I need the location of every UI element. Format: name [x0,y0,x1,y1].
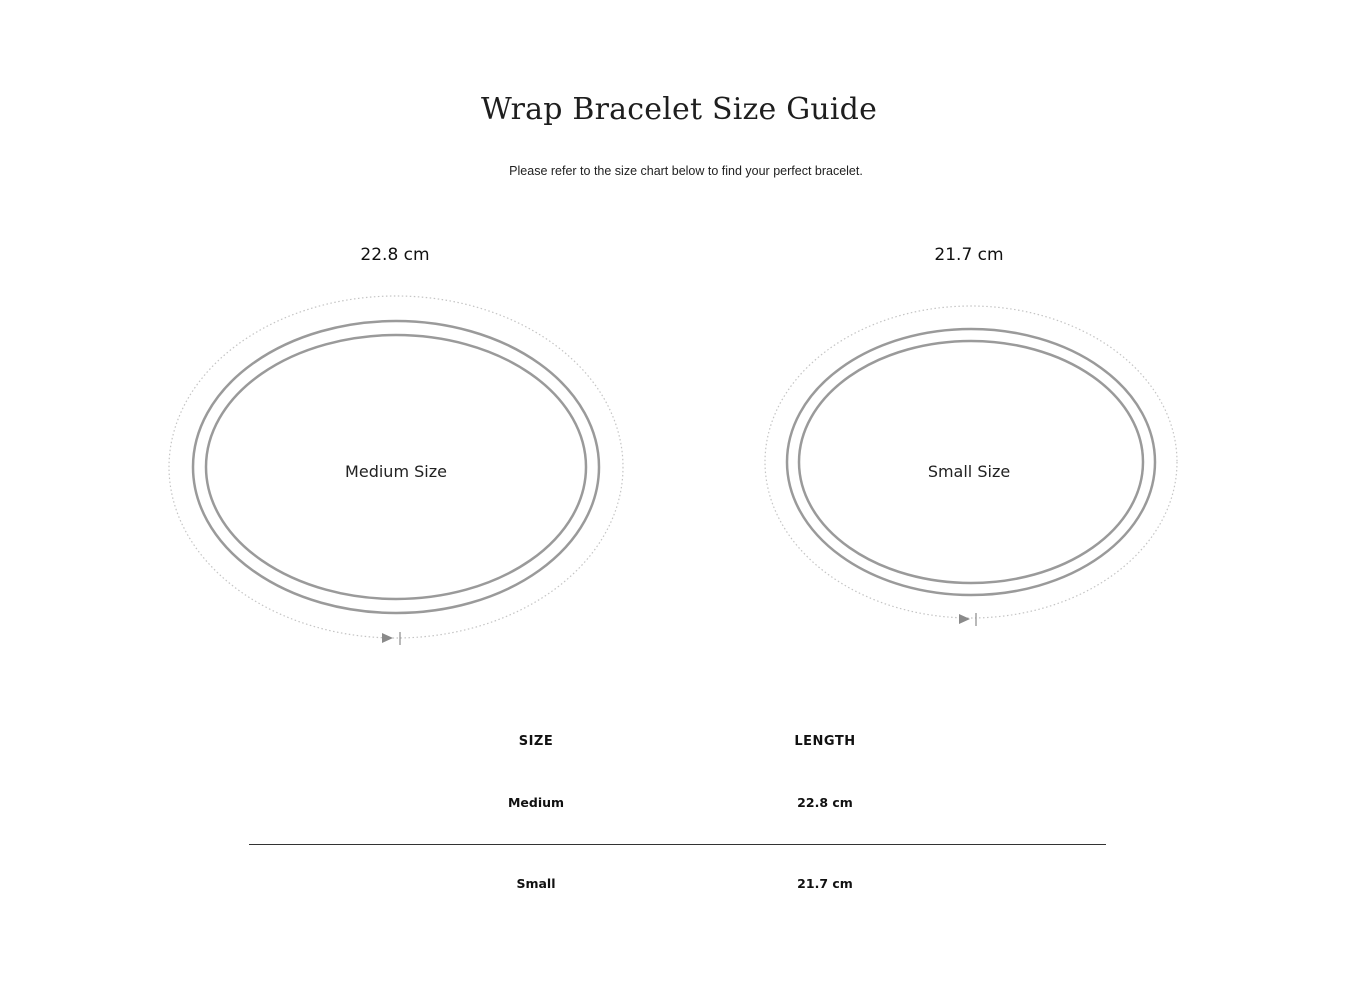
table-row-small-length: 21.7 cm [797,876,853,891]
table-header-length: LENGTH [794,734,856,749]
page-subtitle: Please refer to the size chart below to find your perfect bracelet. [509,164,863,178]
table-row-medium-length: 22.8 cm [797,795,853,810]
small-arrow-marker [959,613,976,626]
medium-bracelet-diagram [169,245,623,645]
table-row-small-size: Small [516,876,556,891]
page-title: Wrap Bracelet Size Guide [480,92,878,127]
table-row-medium-size: Medium [507,795,565,810]
table-header-size: SIZE [518,734,554,749]
small-length-label: 21.7 cm [934,245,1004,265]
medium-size-label: Medium Size [345,462,447,481]
small-bracelet-diagram [765,245,1177,626]
small-size-label: Small Size [927,462,1011,481]
medium-length-label: 22.8 cm [360,245,430,265]
